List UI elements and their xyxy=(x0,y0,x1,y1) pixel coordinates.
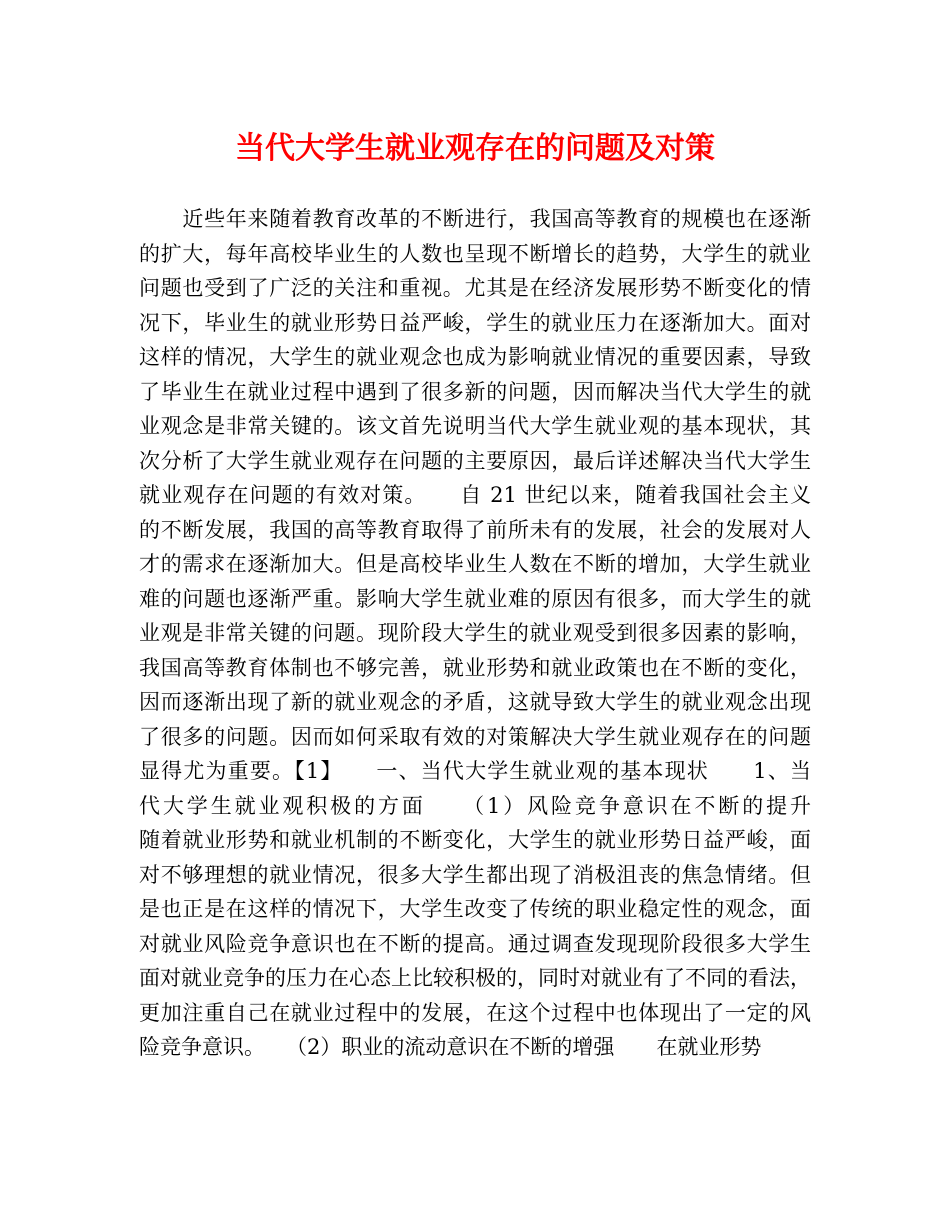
text-line: 我国高等教育体制也不够完善，就业形势和就业政策也在不断的变化， xyxy=(139,655,811,680)
text-line: 的扩大，每年高校毕业生的人数也呈现不断增长的趋势，大学生的就业 xyxy=(139,241,811,266)
text-line: 业观是非常关键的问题。现阶段大学生的就业观受到很多因素的影响， xyxy=(139,621,811,645)
text-line: 了毕业生在就业过程中遇到了很多新的问题，因而解决当代大学生的就 xyxy=(139,379,811,404)
text-line: 代大学生就业观积极的方面 （1）风险竞争意识在不断的提升 xyxy=(139,793,811,818)
text-line: 难的问题也逐渐严重。影响大学生就业难的原因有很多，而大学生的就 xyxy=(139,586,811,611)
text-line: 险竞争意识。 （2）职业的流动意识在不断的增强 在就业形势 xyxy=(139,1035,762,1059)
text-line: 对不够理想的就业情况，很多大学生都出现了消极沮丧的焦急情绪。但 xyxy=(139,862,811,887)
document-title: 当代大学生就业观存在的问题及对策 xyxy=(235,131,715,166)
text-line: 因而逐渐出现了新的就业观念的矛盾，这就导致大学生的就业观念出现 xyxy=(139,690,811,714)
text-line: 了很多的问题。因而如何采取有效的对策解决大学生就业观存在的问题 xyxy=(139,724,811,749)
text-line: 才的需求在逐渐加大。但是高校毕业生人数在不断的增加，大学生就业 xyxy=(139,552,811,576)
text-line: 这样的情况，大学生的就业观念也成为影响就业情况的重要因素，导致 xyxy=(139,345,811,369)
text-line: 业观念是非常关键的。该文首先说明当代大学生就业观的基本现状，其 xyxy=(139,414,811,438)
text-line: 对就业风险竞争意识也在不断的提高。通过调查发现现阶段很多大学生 xyxy=(139,931,811,956)
text-line: 更加注重自己在就业过程中的发展，在这个过程中也体现出了一定的风 xyxy=(139,1000,811,1025)
document-body xyxy=(139,202,811,1065)
text-line: 随着就业形势和就业机制的不断变化，大学生的就业形势日益严峻，面 xyxy=(139,828,811,852)
text-line: 次分析了大学生就业观存在问题的主要原因，最后详述解决当代大学生 xyxy=(139,448,811,473)
text-line: 是也正是在这样的情况下，大学生改变了传统的职业稳定性的观念，面 xyxy=(139,897,811,921)
text-line: 问题也受到了广泛的关注和重视。尤其是在经济发展形势不断变化的情 xyxy=(139,276,811,300)
text-line: 面对就业竞争的压力在心态上比较积极的，同时对就业有了不同的看法， xyxy=(139,966,811,990)
text-line: 显得尤为重要。【1】 一、当代大学生就业观的基本现状 1、当 xyxy=(139,759,811,783)
text-line: 的不断发展，我国的高等教育取得了前所未有的发展，社会的发展对人 xyxy=(139,517,811,542)
text-line: 近些年来随着教育改革的不断进行，我国高等教育的规模也在逐渐 xyxy=(139,207,811,231)
text-line: 况下，毕业生的就业形势日益严峻，学生的就业压力在逐渐加大。面对 xyxy=(139,310,811,335)
text-line: 就业观存在问题的有效对策。 自 21 世纪以来，随着我国社会主义 xyxy=(139,483,811,507)
